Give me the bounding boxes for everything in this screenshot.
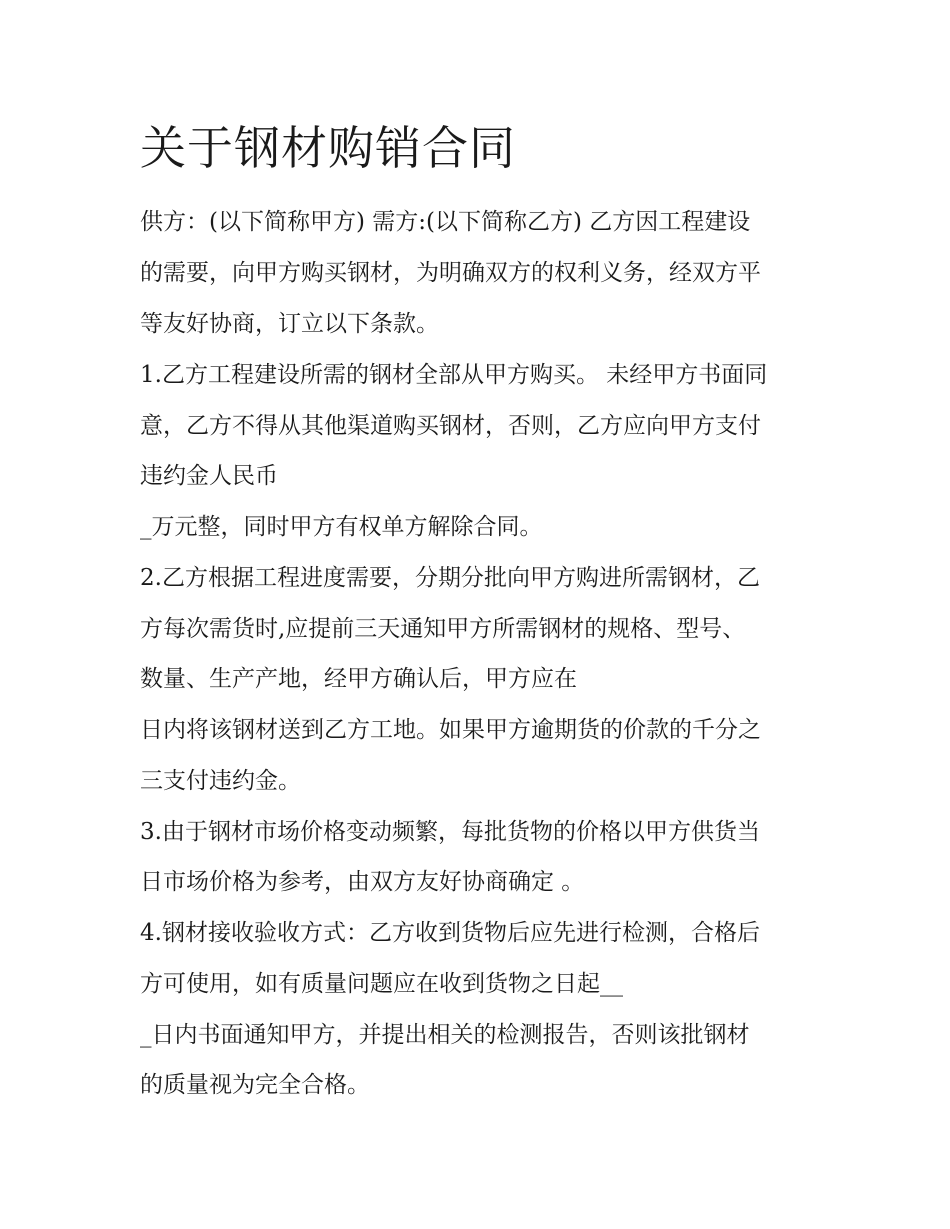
text-line: 日市场价格为参考，由双方友好协商确定 。 bbox=[140, 869, 585, 895]
document-title: 关于钢材购销合同 bbox=[140, 121, 516, 175]
text-line: 2.乙方根据工程进度需要，分期分批向甲方购进所需钢材，乙 bbox=[140, 565, 760, 591]
text-line: 的需要，向甲方购买钢材，为明确双方的权利义务，经双方平 bbox=[140, 260, 761, 286]
text-line: 方可使用，如有质量问题应在收到货物之日起__ bbox=[140, 971, 623, 997]
text-line: 3.由于钢材市场价格变动频繁，每批货物的价格以甲方供货当 bbox=[140, 819, 760, 845]
text-line: 意，乙方不得从其他渠道购买钢材，否则，乙方应向甲方支付 bbox=[140, 413, 761, 439]
text-line: 供方：(以下简称甲方) 需方:(以下简称乙方) 乙方因工程建设 bbox=[140, 209, 751, 235]
text-line: 方每次需货时,应提前三天通知甲方所需钢材的规格、型号、 bbox=[140, 616, 746, 642]
text-line: 等友好协商，订立以下条款。 bbox=[140, 311, 439, 337]
text-line: _日内书面通知甲方，并提出相关的检测报告，否则该批钢材 bbox=[140, 1022, 750, 1048]
text-line: 4.钢材接收验收方式：乙方收到货物后应先进行检测，合格后 bbox=[140, 920, 760, 946]
text-line: 违约金人民币 bbox=[140, 463, 278, 489]
text-line: _万元整，同时甲方有权单方解除合同。 bbox=[140, 514, 543, 540]
text-line: 数量、生产产地，经甲方确认后，甲方应在 bbox=[140, 666, 577, 692]
text-line: 日内将该钢材送到乙方工地。如果甲方逾期货的价款的千分之 bbox=[140, 717, 761, 743]
text-line: 1.乙方工程建设所需的钢材全部从甲方购买。 未经甲方书面同 bbox=[140, 362, 768, 388]
text-line: 的质量视为完全合格。 bbox=[140, 1072, 370, 1098]
text-line: 三支付违约金。 bbox=[140, 768, 301, 794]
